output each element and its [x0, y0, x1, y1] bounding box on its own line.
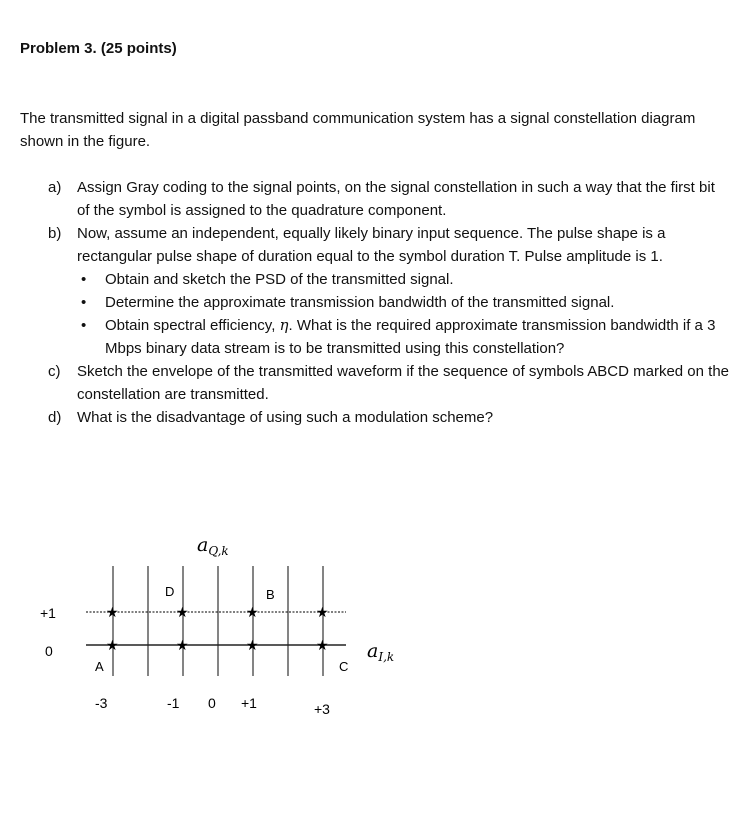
x-axis-label: [367, 640, 394, 664]
part-b-text: Now, assume an independent, equally likely binary input sequence. The pulse shape is a rectangular pulse shape of duration equal to the symbol duration T. Pulse amplitude is 1.: [77, 225, 666, 265]
bullet-icon: •: [81, 317, 87, 334]
x-axis-label-sub: I,k: [378, 650, 395, 664]
point-label-a: A: [95, 659, 104, 674]
problem-title: Problem 3. (25 points): [20, 40, 177, 57]
part-b-bullet-3-pre: Obtain spectral efficiency,: [105, 317, 280, 334]
y-axis-label: [197, 534, 229, 558]
part-d-text: What is the disadvantage of using such a modulation scheme?: [77, 409, 494, 426]
y-tick-label: 0: [45, 643, 53, 659]
point-label-b: B: [266, 587, 275, 602]
constellation-point-star: ★: [106, 637, 119, 653]
constellation-point-star: ★: [106, 604, 119, 620]
x-tick-label: -1: [167, 695, 180, 711]
eta-symbol: η: [279, 316, 289, 334]
part-c-label: c): [48, 363, 61, 380]
part-d-label: d): [48, 409, 62, 426]
bullet-icon: •: [81, 271, 87, 288]
part-a-text: Assign Gray coding to the signal points, on the signal constellation in such a way that the first bit of the symbol is assigned to the quadrature component.: [77, 179, 715, 219]
x-tick-label: -3: [95, 695, 108, 711]
x-axis-label-main: a: [367, 640, 379, 662]
constellation-point-star: ★: [176, 637, 189, 653]
bullet-icon: •: [81, 294, 87, 311]
x-tick-label: +3: [314, 701, 330, 717]
y-axis-label-main: a: [197, 534, 209, 556]
constellation-point-star: ★: [246, 637, 259, 653]
part-c-text: Sketch the envelope of the transmitted waveform if the sequence of symbols ABCD marked on the constellation are transmitted.: [77, 363, 730, 403]
constellation-point-star: ★: [316, 637, 329, 653]
constellation-point-star: ★: [316, 604, 329, 620]
constellation-point-star: ★: [176, 604, 189, 620]
vertical-grid-lines: [113, 566, 323, 676]
part-a-label: a): [48, 179, 62, 196]
y-axis-label-sub: Q,k: [208, 544, 229, 558]
part-b-bullet-1-text: Obtain and sketch the PSD of the transmitted signal.: [105, 271, 454, 288]
point-label-d: D: [165, 584, 175, 599]
constellation-point-star: ★: [246, 604, 259, 620]
problem-intro: The transmitted signal in a digital passband communication system has a signal constellation diagram shown in the figure.: [20, 110, 696, 150]
part-b-label: b): [48, 225, 62, 242]
part-b-bullet-2-text: Determine the approximate transmission bandwidth of the transmitted signal.: [105, 294, 615, 311]
part-b-bullet-3-post: . What is the required approximate transmission bandwidth if a 3 Mbps binary data stream is to be transmitted using this constellation?: [105, 317, 716, 357]
point-label-c: C: [339, 659, 349, 674]
x-tick-label: +1: [241, 695, 257, 711]
x-tick-label: 0: [208, 695, 216, 711]
y-tick-label: +1: [40, 605, 56, 621]
